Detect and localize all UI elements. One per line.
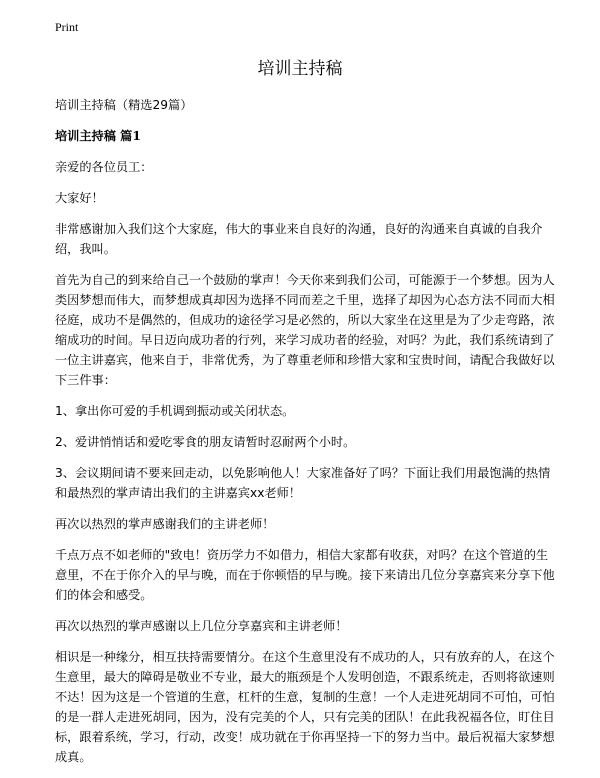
document-body	[55, 95, 555, 778]
document-subtitle: 培训主持稿（精选29篇）	[55, 98, 193, 112]
rule-item-1: 1、拿出你可爱的手机调到振动或关闭状态。	[55, 404, 295, 418]
print-link[interactable]: Print	[55, 20, 79, 34]
section-heading: 培训主持稿 篇1	[55, 129, 141, 143]
closing-paragraph: 相识是一种缘分，相互扶持需要情分。在这个生意里没有不成功的人，只有放弃的人，在这个生意里，最大的障碍是敬业不专业，最大的瓶颈是个人发明创造，不跟系统走，否则将欲速则不达！因为这是一个管道的生意，杠杆的生意，复制的生意！一个人走进死胡同不可怕，可怕的是一群人走进死胡同，因为，没有完美的个人，只有完美的团队！在此我祝福各位，盯住目标，跟着系统，学习，行动，改变！成功就在于你再坚持一下的努力当中。最后祝福大家梦想成真。	[55, 650, 555, 764]
welcome-paragraph: 非常感谢加入我们这个大家庭，伟大的事业来自良好的沟通，良好的沟通来自真诚的自我介绍，我叫。	[55, 222, 543, 256]
page-title: 培训主持稿	[257, 59, 343, 79]
greeting-paragraph: 亲爱的各位员工：	[55, 160, 153, 174]
thanks-again-paragraph: 再次以热烈的掌声感谢以上几位分享嘉宾和主讲老师！	[55, 619, 348, 633]
intro-paragraph: 首先为自己的到来给自己一个鼓励的掌声！今天你来到我们公司，可能源于一个梦想。因为人类因梦想而伟大，而梦想成真却因为选择不同而差之千里，选择了却因为心态方法不同而大相径庭，成功不是偶然的，但成功的途径学习是必然的，所以大家坐在这里是为了少走弯路，浓缩成功的时间。早日迈向成功者的行列，来学习成功者的经验，对吗？为此，我们系统请到了一位主讲嘉宾，他来自于，非常优秀，为了尊重老师和珍惜大家和宝贵时间，请配合我做好以下三件事：	[55, 273, 555, 387]
rule-item-2: 2、爱讲悄悄话和爱吃零食的朋友请暂时忍耐两个小时。	[55, 435, 356, 449]
thanks-paragraph: 再次以热烈的掌声感谢我们的主讲老师！	[55, 517, 275, 531]
hello-paragraph: 大家好！	[55, 191, 104, 205]
rule-item-3: 3、会议期间请不要来回走动，以免影响他人！大家准备好了吗？下面让我们用最饱满的热情和最热烈的掌声请出我们的主讲嘉宾xx老师！	[55, 466, 551, 500]
sharing-paragraph: 千点万点不如老师的"致电！资历学力不如借力，相信大家都有收获，对吗？在这个管道的生意里，不在于你介入的早与晚，而在于你顿悟的早与晚。接下来请出几位分享嘉宾来分享下他们的体会和感受。	[55, 548, 555, 602]
